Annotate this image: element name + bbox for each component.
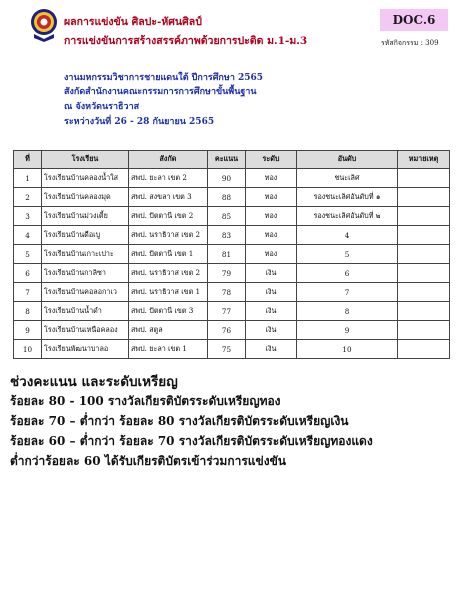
cell-score: 77 [208,302,246,321]
cell-note [398,302,450,321]
cell-number: 1 [14,169,42,188]
column-header: อันดับ [297,151,398,169]
results-table [13,150,450,359]
cell-level: เงิน [246,264,297,283]
doc-code-badge: DOC.6 [380,9,448,31]
cell-score: 78 [208,283,246,302]
cell-rank: 10 [297,340,398,359]
cell-school: โรงเรียนบ้านคลองน้ำใส [42,169,129,188]
event-title: งานมหกรรมวิชาการชายแดนใต้ ปีการศึกษา 2565 [64,73,264,83]
cell-rank: 7 [297,283,398,302]
cell-number: 7 [14,283,42,302]
cell-score: 76 [208,321,246,340]
cell-note [398,321,450,340]
criteria-line-gold: ร้อยละ 80 - 100 รางวัลเกียรติบัตรระดับเหรียญทอง [10,394,281,408]
table-row [14,207,450,226]
criteria-line-participation: ต่ำกว่าร้อยละ 60 ได้รับเกียรติบัตรเข้าร่วมการแข่งขัน [10,454,286,468]
cell-rank: รองชนะเลิศอันดับที่ ๑ [297,188,398,207]
table-row [14,340,450,359]
table-row [14,169,450,188]
cell-level: ทอง [246,169,297,188]
event-organization: สังกัดสำนักงานคณะกรรมการการศึกษาขั้นพื้นฐาน [64,87,257,97]
cell-rank: 4 [297,226,398,245]
cell-school: โรงเรียนพัฒนาบาลอ [42,340,129,359]
event-place: ณ จังหวัดนราธิวาส [64,102,140,112]
cell-level: เงิน [246,340,297,359]
cell-level: ทอง [246,188,297,207]
cell-affiliation: สพป. ปัตตานี เขต 3 [129,302,208,321]
cell-note [398,188,450,207]
table-row [14,245,450,264]
criteria-line-silver: ร้อยละ 70 – ต่ำกว่า ร้อยละ 80 รางวัลเกียรติบัตรระดับเหรียญเงิน [10,414,349,428]
cell-note [398,245,450,264]
cell-number: 9 [14,321,42,340]
table-row [14,302,450,321]
cell-score: 75 [208,340,246,359]
event-dates: ระหว่างวันที่ 26 - 28 กันยายน 2565 [64,117,215,127]
cell-score: 81 [208,245,246,264]
cell-level: ทอง [246,245,297,264]
cell-score: 85 [208,207,246,226]
header-title: ผลการแข่งขัน ศิลปะ-หัศนศิลป์ [64,16,202,28]
cell-affiliation: สพป. นราธิวาส เขต 2 [129,226,208,245]
column-header: สังกัด [129,151,208,169]
cell-number: 6 [14,264,42,283]
activity-code: รหัสกิจกรรม : 309 [381,39,439,47]
header-subtitle: การแข่งขันการสร้างสรรค์ภาพด้วยการปะติด ม.1-ม.3 [64,35,308,47]
column-header: ระดับ [246,151,297,169]
cell-level: ทอง [246,207,297,226]
criteria-line-bronze: ร้อยละ 60 – ต่ำกว่า ร้อยละ 70 รางวัลเกียรติบัตรระดับเหรียญทองแดง [10,434,373,448]
cell-number: 5 [14,245,42,264]
column-header: คะแนน [208,151,246,169]
cell-rank: 5 [297,245,398,264]
organization-logo-icon [30,8,58,42]
cell-rank: ชนะเลิศ [297,169,398,188]
cell-note [398,283,450,302]
cell-school: โรงเรียนบ้านคอลอกาเว [42,283,129,302]
table-header-row [14,151,450,169]
cell-school: โรงเรียนบ้านดือเบู [42,226,129,245]
cell-rank: รองชนะเลิศอันดับที่ ๒ [297,207,398,226]
cell-number: 2 [14,188,42,207]
cell-note [398,169,450,188]
column-header: หมายเหตุ [398,151,450,169]
cell-affiliation: สพป. นราธิวาส เขต 1 [129,283,208,302]
cell-school: โรงเรียนบ้านกาลิซา [42,264,129,283]
cell-note [398,264,450,283]
column-header: ที่ [14,151,42,169]
table-row [14,226,450,245]
cell-level: เงิน [246,302,297,321]
cell-school: โรงเรียนบ้านน้ำดำ [42,302,129,321]
cell-rank: 6 [297,264,398,283]
cell-school: โรงเรียนบ้านเหนือคลอง [42,321,129,340]
table-row [14,283,450,302]
cell-score: 88 [208,188,246,207]
cell-affiliation: สพป. ปัตตานี เขต 2 [129,207,208,226]
cell-rank: 8 [297,302,398,321]
cell-school: โรงเรียนบ้านคลองมุด [42,188,129,207]
cell-note [398,226,450,245]
column-header: โรงเรียน [42,151,129,169]
cell-affiliation: สพป. สงขลา เขต 3 [129,188,208,207]
cell-score: 79 [208,264,246,283]
cell-number: 10 [14,340,42,359]
table-row [14,264,450,283]
table-row [14,321,450,340]
table-row [14,188,450,207]
cell-affiliation: สพป. ยะลา เขต 2 [129,169,208,188]
cell-number: 4 [14,226,42,245]
cell-affiliation: สพป. ยะลา เขต 1 [129,340,208,359]
cell-note [398,340,450,359]
cell-school: โรงเรียนบ้านเกาะเปาะ [42,245,129,264]
criteria-title: ช่วงคะแนน และระดับเหรียญ [10,374,178,390]
cell-rank: 9 [297,321,398,340]
cell-affiliation: สพป. นราธิวาส เขต 2 [129,264,208,283]
cell-level: เงิน [246,283,297,302]
cell-level: เงิน [246,321,297,340]
cell-note [398,207,450,226]
cell-score: 90 [208,169,246,188]
cell-school: โรงเรียนบ้านม่วงเตี้ย [42,207,129,226]
cell-number: 3 [14,207,42,226]
cell-level: ทอง [246,226,297,245]
cell-score: 83 [208,226,246,245]
cell-affiliation: สพป. สตูล [129,321,208,340]
cell-number: 8 [14,302,42,321]
cell-affiliation: สพป. ปัตตานี เขต 1 [129,245,208,264]
